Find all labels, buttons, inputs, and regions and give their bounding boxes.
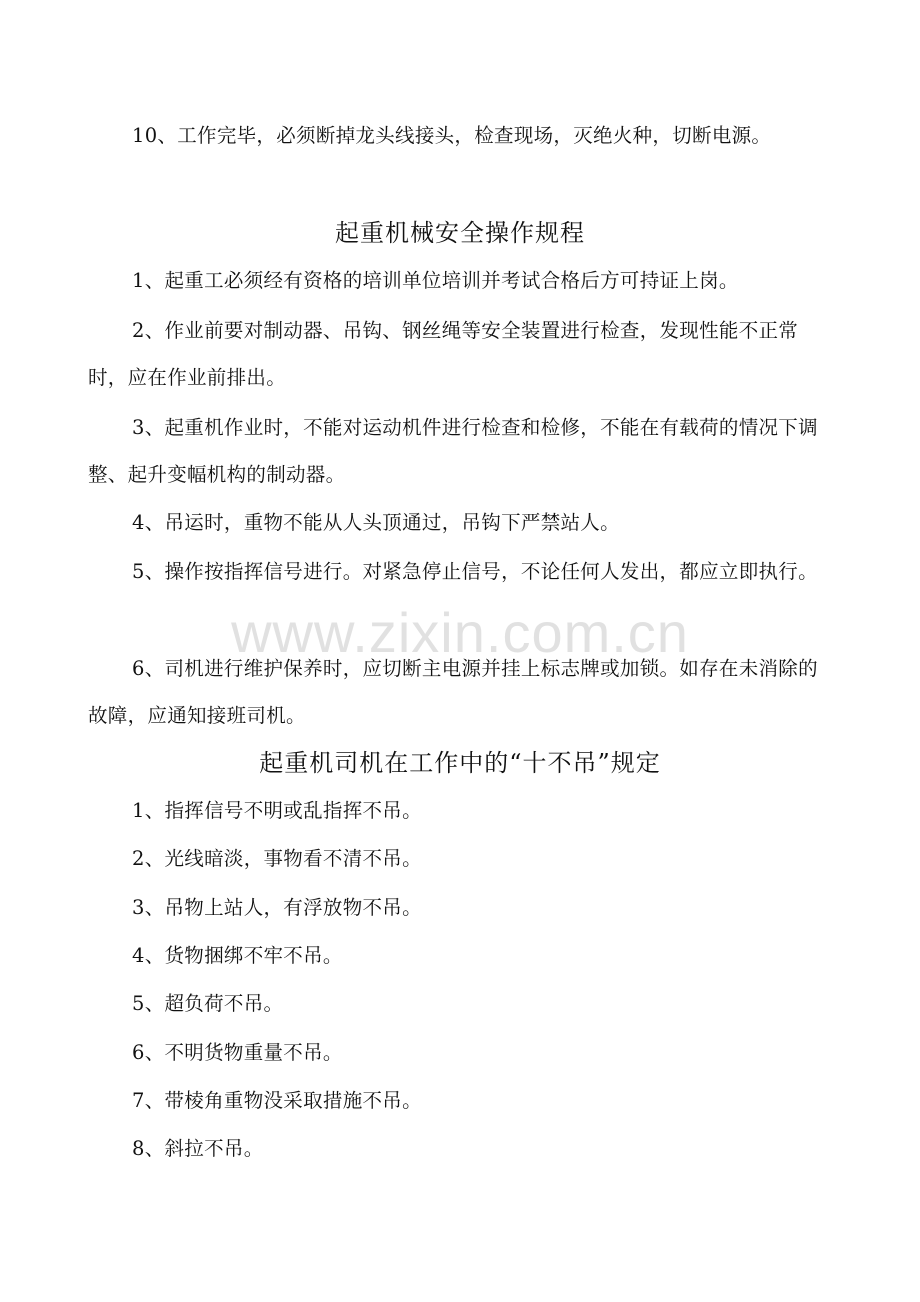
crane-safety-item-5: 5、操作按指挥信号进行。对紧急停止信号，不论任何人发出，都应立即执行。 xyxy=(132,560,818,583)
ten-no-lift-item-4: 4、货物捆绑不牢不吊。 xyxy=(132,944,343,967)
ten-no-lift-item-2: 2、光线暗淡，事物看不清不吊。 xyxy=(132,847,422,870)
section-title-crane-safety: 起重机械安全操作规程 xyxy=(335,219,585,247)
ten-no-lift-item-3: 3、吊物上站人，有浮放物不吊。 xyxy=(132,896,422,919)
crane-safety-item-2: 2、作业前要对制动器、吊钩、钢丝绳等安全装置进行检查，发现性能不正常时，应在作业前排出。 xyxy=(88,319,799,389)
ten-no-lift-item-5: 5、超负荷不吊。 xyxy=(132,992,284,1015)
watermark: www.zixin.com.cn xyxy=(231,601,689,664)
crane-safety-item-6: 6、司机进行维护保养时，应切断主电源并挂上标志牌或加锁。如存在未消除的故障，应通知接班司机。 xyxy=(88,657,818,727)
crane-safety-item-4: 4、吊运时，重物不能从人头顶通过，吊钩下严禁站人。 xyxy=(132,511,620,534)
ten-no-lift-item-8: 8、斜拉不吊。 xyxy=(132,1137,264,1160)
crane-safety-item-1: 1、起重工必须经有资格的培训单位培训并考试合格后方可持证上岗。 xyxy=(132,269,739,292)
ten-no-lift-item-6: 6、不明货物重量不吊。 xyxy=(132,1041,343,1064)
section-title-ten-no-lift: 起重机司机在工作中的“十不吊”规定 xyxy=(259,749,661,777)
paragraph-item-10: 10、工作完毕，必须断掉龙头线接头，检查现场，灭绝火种，切断电源。 xyxy=(132,124,772,147)
crane-safety-item-3: 3、起重机作业时，不能对运动机件进行检查和检修，不能在有载荷的情况下调整、起升变幅机构的制动器。 xyxy=(88,416,818,486)
ten-no-lift-item-1: 1、指挥信号不明或乱指挥不吊。 xyxy=(132,799,422,822)
ten-no-lift-item-7: 7、带棱角重物没采取措施不吊。 xyxy=(132,1089,422,1112)
